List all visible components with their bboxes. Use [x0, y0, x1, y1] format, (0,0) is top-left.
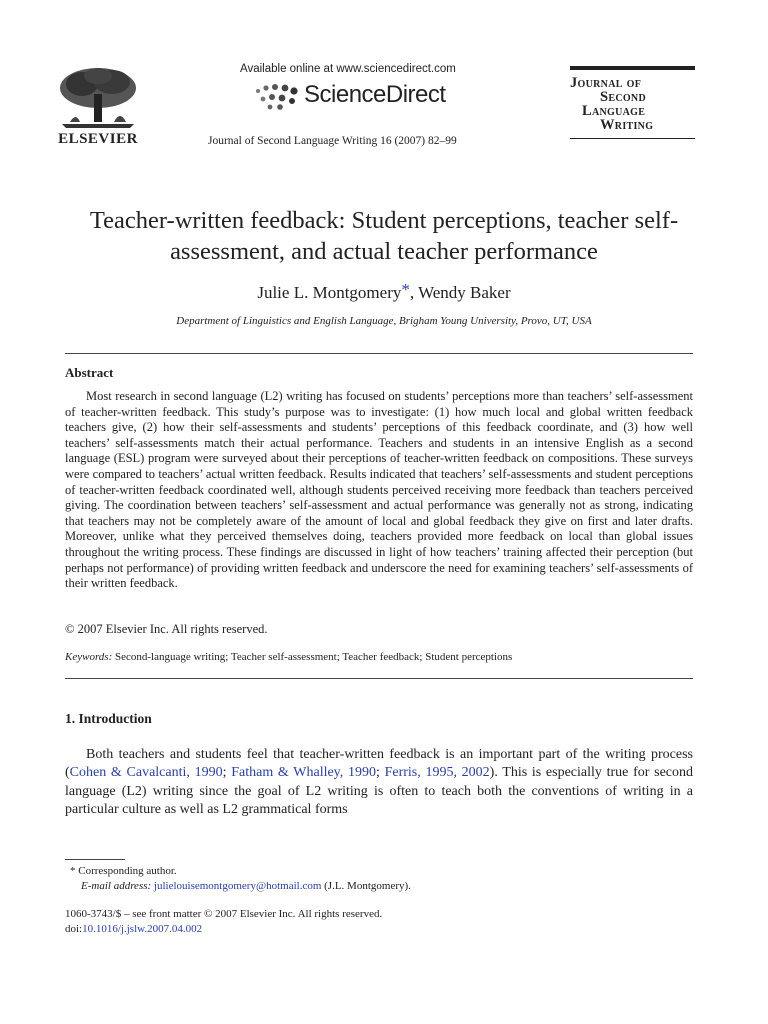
author-name: Julie L. Montgomery — [257, 283, 402, 302]
divider — [65, 353, 693, 354]
journal-logo-rule — [570, 138, 695, 139]
footnote — [70, 864, 411, 894]
doi-link[interactable]: 10.1016/j.jslw.2007.04.002 — [82, 923, 203, 935]
issn-line: 1060-3743/$ – see front matter © 2007 Elsevier Inc. All rights reserved. — [65, 908, 383, 920]
author-separator: , — [409, 283, 419, 302]
keywords-text: Second-language writing; Teacher self-assessment; Teacher feedback; Student perceptions — [115, 651, 513, 663]
elsevier-tree-logo — [52, 66, 144, 130]
sciencedirect-dots-icon — [254, 83, 300, 111]
abstract-copyright: © 2007 Elsevier Inc. All rights reserved. — [65, 622, 268, 636]
author-name: Wendy Baker — [418, 283, 511, 302]
citation-link[interactable]: Ferris, 1995, 2002 — [384, 765, 490, 781]
abstract-text: Most research in second language (L2) writing has focused on students’ perceptions more than teachers’ self-assessment of teacher-written feedback. This study’s purpose was to investigate: (1) how much local and global written feedback teachers give, (2) how their self-assessments and students’ perceptions of this feedback coordinate, and (3) how well teachers’ self-assessments match their actual performance. Teachers and students in an intensive English as a second language (ESL) program were surveyed about their perceptions of teacher-written feedback on compositions. These surveys were compared to teachers’ actual written feedback. Results indicated that teachers’ self-assessments and student perceptions of teacher-written feedback coordinated well, although students perceived receiving more feedback than teachers perceived giving. The coordination between teachers’ self-assessment and actual performance was generally not as strong, indicating that teachers may not be completely aware of the amount of local and global feedback they give on first and later drafts. Moreover, unlike what they perceived themselves doing, teachers provided more feedback on local than global issues throughout the writing process. These findings are discussed in light of how teachers’ training affected their perception (but perhaps not performance) of providing written feedback and underscore the need for examining teachers’ self-assessments of their written feedback. — [65, 389, 693, 591]
article-title: Teacher-written feedback: Student perceptions, teacher self-assessment, and actual teacher performance — [89, 207, 679, 265]
footnote-text: Corresponding author. — [78, 865, 177, 877]
footnote-rule — [65, 859, 125, 860]
sciencedirect-brand — [240, 79, 480, 115]
corresponding-author-link[interactable]: * — [401, 280, 410, 299]
doi-line — [65, 922, 382, 937]
body-text: ; — [375, 765, 385, 781]
journal-logo-line: Language — [582, 103, 646, 119]
footnote-mark: * — [70, 865, 76, 877]
footnote-email-line — [70, 879, 411, 894]
journal-citation: Journal of Second Language Writing 16 (2007) 82–99 — [208, 135, 457, 147]
journal-logo-line: Second — [600, 89, 646, 105]
available-online-text: Available online at www.sciencedirect.com — [240, 63, 456, 75]
abstract-heading: Abstract — [65, 365, 114, 380]
author-list — [40, 280, 728, 303]
citation-link[interactable]: Cohen & Cavalcanti, 1990 — [69, 765, 223, 781]
author-affiliation: Department of Linguistics and English Language, Brigham Young University, Provo, UT, USA — [176, 315, 592, 327]
body-text: ). This is especially true for second language (L2) writing since the goal of L2 writing is often to teach both the conventions of writing in a particular culture as well as L2 grammatical forms — [65, 765, 693, 818]
journal-logo-line: Writing — [600, 117, 654, 133]
divider — [65, 678, 693, 679]
introduction-paragraph — [65, 746, 693, 820]
keywords — [65, 651, 693, 663]
body-text: Both teachers and students feel that teacher-written feedback is an important part of the writing process ( — [65, 747, 693, 781]
email-link[interactable]: julielouisemontgomery@hotmail.com — [153, 880, 322, 892]
section-heading: 1. Introduction — [65, 711, 152, 726]
journal-logo-line: Journal of — [570, 75, 642, 91]
publisher-name: ELSEVIER — [58, 131, 138, 147]
body-text: ; — [222, 765, 232, 781]
email-suffix: (J.L. Montgomery). — [324, 880, 411, 892]
footnote-line — [70, 864, 411, 879]
citation-link[interactable]: Fatham & Whalley, 1990 — [231, 765, 376, 781]
email-label: E-mail address: — [81, 880, 152, 892]
doi-prefix: doi: — [65, 923, 83, 935]
keywords-label: Keywords: — [65, 651, 113, 663]
front-matter-info — [65, 907, 382, 937]
journal-logo — [570, 66, 695, 139]
sciencedirect-wordmark: ScienceDirect — [304, 81, 446, 108]
sciencedirect-header — [240, 63, 480, 115]
